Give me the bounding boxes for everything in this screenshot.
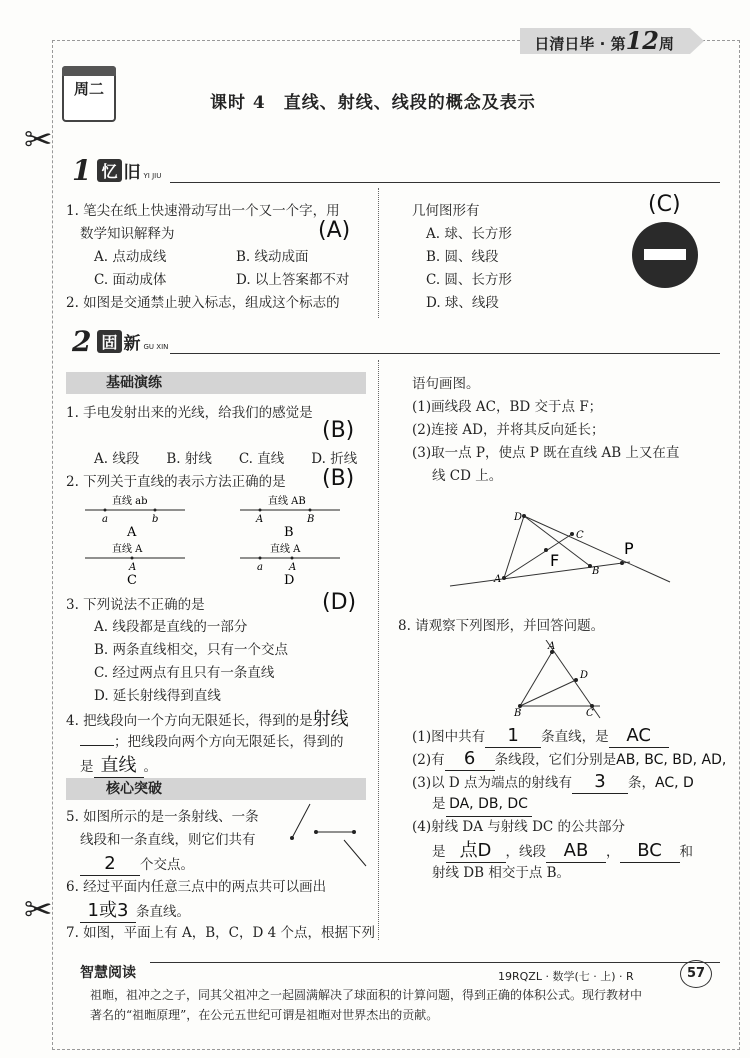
fig-d-point [259,557,262,560]
fig-c [85,542,185,588]
b4-line2 [80,731,344,754]
fig-b-label: 直线 AB [268,496,306,507]
b4-text3: 是 [80,759,94,775]
fig-b [240,494,340,540]
c8-s1 [412,724,669,749]
column-divider [378,360,379,940]
c8-s4-line3: 射线 DB 相交于点 B。 [432,865,571,881]
b4-answer2: 直线 [94,754,144,778]
section-title: 旧 [123,162,141,183]
b2-line1: 2. 下列关于直线的表示方法正确的是 [66,474,286,490]
subsection-basic: 基础演练 [66,372,366,394]
label-a: A [548,641,556,652]
fig-c-letter: C [127,573,137,588]
c7-step2: (2)连接 AD，并将其反向延长； [412,422,605,438]
point-d [522,514,526,518]
c8-s3 [412,770,694,795]
c8-s4-sep: ， [606,844,620,860]
point-c [570,532,574,536]
b3-option-b: B. 两条直线相交，只有一个交点 [94,642,289,658]
week-banner [520,28,690,54]
q2-option-a: A. 球、长方形 [426,226,512,242]
section-pinyin: YI JIU [143,172,162,180]
c8-s4-post: 和 [679,844,693,860]
day-badge [62,66,116,122]
c8-s3-line2 [432,793,532,817]
c7-step3-cont: 线 CD 上。 [432,468,503,484]
wisdom-reading-title: 智慧阅读 [80,965,136,981]
fig-d-label: 直线 A [270,544,301,555]
fig-d-letter: D [284,573,295,588]
fig-b-p1: A [256,514,264,525]
section-pinyin: GU XIN [143,343,169,351]
section-review-header [72,155,161,185]
fig-a-p2: b [152,514,159,525]
section-box: 固 [97,330,121,353]
b4-answer1: 射线 [312,709,349,730]
c7-step1: (1)画线段 AC，BD 交于点 F； [412,399,603,415]
label-f: F [550,551,560,570]
fig-a-point [104,509,107,512]
week-number: 12 [625,26,659,55]
c7-line2: 语句画图。 [412,376,480,392]
fig-d-p2: A [289,562,297,573]
q1-answer: (A) [318,218,351,243]
subsection-core: 核心突破 [66,778,366,800]
fig-a-letter: A [127,525,137,540]
point-a [502,576,506,580]
c8-s4-line2 [432,839,693,864]
b1-answer: (B) [322,418,355,443]
b4-text2: ；把线段向两个方向无限延长，得到的 [114,734,344,750]
line-ab [450,562,630,586]
c5-text: 个交点。 [140,857,194,873]
b1-line1: 1. 手电发射出来的光线，给我们的感觉是 [66,405,313,421]
c5-line3 [80,852,194,877]
section-number: 2 [72,324,92,358]
c8-s3-pre: (3)以 D 点为端点的射线有 [412,775,573,791]
point-p [620,561,624,565]
column-divider [378,188,379,318]
b3-option-a: A. 线段都是直线的一部分 [94,619,248,635]
segment-bd [520,680,576,706]
label-c: C [576,530,584,541]
b4-text4: 。 [143,759,157,775]
point-f [544,548,548,552]
c8-s3-answer2: AC, D [655,775,694,791]
fig-c-p1: A [129,562,137,573]
c7-step3: (3)取一点 P，使点 P 既在直线 AB 上又在直 [412,445,680,461]
c8-figure [500,640,620,720]
c8-s2-answer1: 6 [445,747,495,771]
fig-a-point [154,509,157,512]
label-a: A [494,574,502,585]
label-d: D [580,670,589,681]
c7-line1: 7. 如图，平面上有 A，B，C，D 4 个点，根据下列 [66,925,375,941]
no-entry-bar [644,249,686,260]
c8-s2-answer2: AB, BC, BD, AD, [616,752,727,768]
banner-suffix: 周 [658,35,674,53]
wisdom-text [90,985,700,1025]
c5-line2: 线段和一条直线，则它们共有 [80,832,256,848]
c8-s1-mid: 条直线，是 [541,729,609,745]
segment-ab [520,652,552,706]
c6-line1: 6. 经过平面内任意三点中的两点共可以画出 [66,879,327,895]
segment-endpoint [314,830,318,834]
q1-option-a: A. 点动成线 [94,249,167,265]
b4-line3 [80,754,157,779]
section-rule [170,353,720,354]
book-code: 19RQZL · 数学(七 · 上) · R [498,970,634,983]
line [344,840,366,866]
q1-option-b: B. 线动成面 [236,249,309,265]
fig-c-point [131,557,134,560]
wisdom-text-line1: 祖暅，祖冲之之子，同其父祖冲之一起圆满解决了球面积的计算问题，得到正确的体积公式。现行教材中 [90,988,643,1002]
c8-s4-answer1: 点D [446,839,506,863]
b1-options: A. 线段 B. 射线 C. 直线 D. 折线 [94,451,358,467]
segment-endpoint [352,830,356,834]
label-b: B [514,708,522,719]
c8-s3-answer: 3 [572,770,628,794]
q1-option-d: D. 以上答案都不对 [236,272,350,288]
section-title: 新 [123,333,141,354]
c8-s1-answer2: AC [609,724,669,748]
c5-line1: 5. 如图所示的是一条射线、一条 [66,809,259,825]
fig-a [85,494,185,540]
fig-c-label: 直线 A [112,544,143,555]
fig-b-point [259,509,262,512]
c6-line2 [80,899,190,924]
fig-b-p2: B [307,514,315,525]
c8-s4-answer3: BC [620,839,680,863]
b3-answer: (D) [322,590,357,615]
scissors-icon: ✂ [24,890,53,930]
c8-s4-pre: 是 [432,844,446,860]
b3-option-c: C. 经过两点有且只有一条直线 [94,665,275,681]
section-rule [170,182,720,183]
lesson-title: 课时 4 直线、射线、线段的概念及表示 [210,93,536,113]
q1-line1: 1. 笔尖在纸上快速滑动写出一个又一个字，用 [66,203,340,219]
c6-answer: 1或3 [80,899,136,923]
c8-s1-answer1: 1 [485,724,541,748]
c6-text: 条直线。 [136,904,190,920]
c5-answer: 2 [80,852,140,876]
c8-line1: 8. 请观察下列图形，并回答问题。 [398,618,605,634]
label-c: C [586,708,594,719]
q1-line2: 数学知识解释为 [80,226,175,242]
section-box: 忆 [97,159,121,182]
page-number: 57 [680,960,712,988]
c5-figure [282,800,372,870]
ray-endpoint [290,836,294,840]
b4-blank [80,745,114,746]
c8-s2-pre: (2)有 [412,752,445,768]
c8-s4-line1: (4)射线 DA 与射线 DC 的公共部分 [412,819,626,835]
q2-line1: 2. 如图是交通禁止驶入标志，组成这个标志的 [66,295,340,311]
fig-d [240,542,340,588]
fig-d-p1: a [257,562,263,573]
day-label: 周二 [73,80,104,98]
label-p: P [624,539,634,558]
banner-arrow [690,28,704,54]
q2-answer: (C) [648,192,681,217]
c8-s3-line2-answer: DA, DB, DC [446,793,532,817]
fig-b-letter: B [284,525,294,540]
q2-option-c: C. 圆、长方形 [426,272,512,288]
c8-s2 [412,747,726,772]
c8-s4-answer2: AB [546,839,606,863]
c7-figure [440,500,680,600]
ray [292,804,310,838]
wisdom-text-line2: 著名的“祖暅原理”，在公元五世纪可谓是祖暅对世界杰出的贡献。 [90,1008,439,1022]
b4-line1 [66,708,349,733]
c8-s1-pre: (1)图中共有 [412,729,486,745]
scissors-icon: ✂ [24,120,53,160]
label-b: B [592,566,600,577]
b3-option-d: D. 延长射线得到直线 [94,688,221,704]
q2-line2: 几何图形有 [412,203,480,219]
b2-figures [80,492,370,590]
q1-option-c: C. 面动成体 [94,272,167,288]
b4-text1: 4. 把线段向一个方向无限延长，得到的是 [66,713,313,729]
footer-rule [150,962,720,963]
c8-s3-mid: 条， [628,775,656,791]
fig-a-p1: a [102,514,108,525]
point-d [574,678,578,682]
b3-line1: 3. 下列说法不正确的是 [66,597,205,613]
segment-ad [504,516,524,578]
label-d: D [514,512,523,523]
fig-d-point [291,557,294,560]
section-new-header [72,326,168,356]
banner-prefix: 日清日毕 · 第 [534,35,626,53]
section-number: 1 [72,153,92,187]
q2-option-b: B. 圆、线段 [426,249,499,265]
fig-a-label: 直线 ab [112,496,148,507]
b2-answer: (B) [322,466,355,491]
c8-s2-mid: 条线段，它们分别是 [494,752,617,768]
c8-s3-line2-pre: 是 [432,796,446,812]
fig-b-point [309,509,312,512]
c8-s4-mid: ，线段 [505,844,546,860]
q2-option-d: D. 球、线段 [426,295,499,311]
